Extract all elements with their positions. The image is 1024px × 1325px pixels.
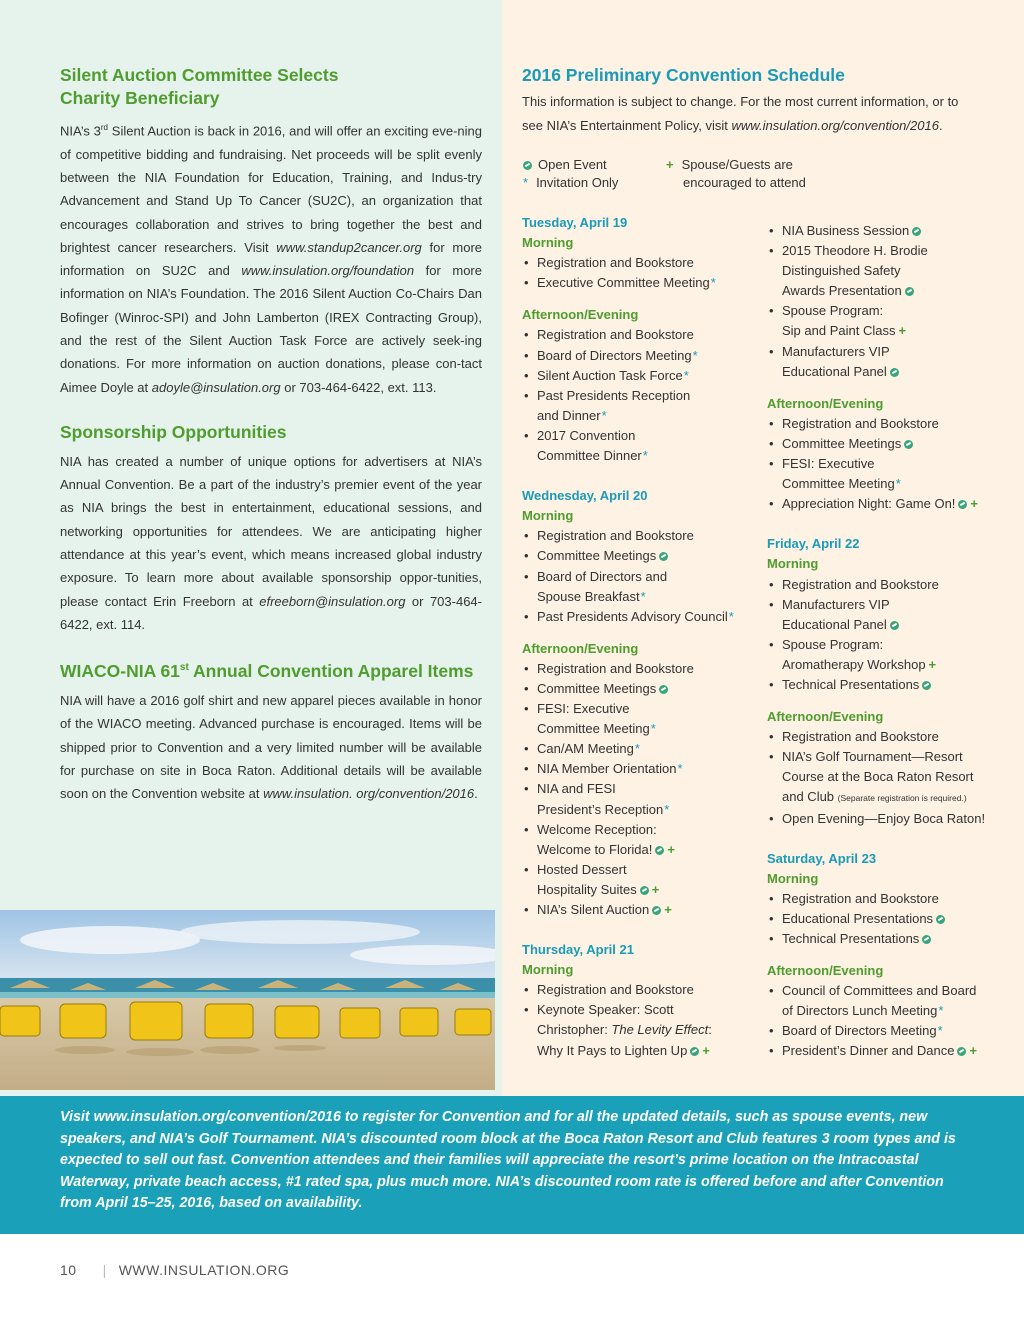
list-item: • Past Presidents Advisory Council* [522, 607, 757, 627]
beach-cabana-photo [0, 910, 495, 1090]
invitation-only-icon: * [640, 588, 646, 604]
legend-left: Open Event * Invitation Only [523, 157, 619, 190]
invitation-only-icon: * [650, 721, 656, 737]
spouse-plus-icon: + [969, 1043, 978, 1059]
list-item: • Registration and Bookstore [522, 980, 757, 1000]
invitation-only-icon: * [710, 275, 716, 291]
open-event-icon [958, 500, 967, 509]
beach-illustration [0, 910, 495, 1090]
list-item: • Past Presidents Reception and Dinner* [522, 386, 757, 426]
invitation-only-icon: * [642, 448, 648, 464]
apparel-title: WIACO-NIA 61st Annual Convention Apparel Items [60, 661, 474, 682]
invitation-only-icon: * [677, 761, 683, 777]
footer-divider: | [102, 1262, 107, 1278]
day-tuesday: Tuesday, April 19 [522, 215, 628, 230]
list-item: • Open Evening—Enjoy Boca Raton! [767, 809, 1007, 829]
sponsorship-paragraph: NIA has created a number of unique options for advertisers at NIA’s Annual Convention. Be a part of the industry’s premier event of the year as NIA brings the best in entertainment, educational sessions, and networking opportunities for attendees. We are anticipating higher attendance at this year’s event, which means increased global industry exposure. To learn more about available sponsorship oppor-tunities, please contact Erin Freeborn at efreeborn@insulation.org or 703-464-6422, ext. 114. [60, 453, 482, 632]
list-item: • President’s Dinner and Dance + [767, 1041, 1007, 1061]
spouse-plus-icon: + [898, 323, 907, 339]
period-morning: Morning [767, 870, 819, 886]
period-afternoon: Afternoon/Evening [522, 307, 639, 323]
spouse-plus-icon: + [970, 496, 979, 512]
open-event-icon [523, 161, 532, 170]
open-event-icon [659, 552, 668, 561]
list-item: • NIA’s Silent Auction + [522, 900, 757, 920]
list-item: • Spouse Program: Aromatherapy Workshop + [767, 635, 1007, 675]
list-item: • Silent Auction Task Force* [522, 366, 757, 386]
list-item: • Keynote Speaker: Scott Christopher: The Levity Effect: Why It Pays to Lighten Up + [522, 1000, 757, 1060]
list-item: • Board of Directors Meeting* [767, 1021, 1007, 1041]
list-item: • NIA’s Golf Tournament—Resort Course at the Boca Raton Resort and Club (Separate registration is required.) [767, 747, 1007, 808]
open-event-icon [936, 915, 945, 924]
invitation-only-icon: * [634, 741, 640, 757]
list-item: • Committee Meetings [522, 679, 757, 699]
list-item: • Can/AM Meeting* [522, 739, 757, 759]
list-item: • Manufacturers VIP Educational Panel [767, 342, 1007, 382]
day-friday: Friday, April 22 [767, 536, 860, 552]
schedule-column-2 [767, 221, 1007, 1062]
invitation-only-icon: * [728, 608, 734, 624]
convention-link[interactable]: www.insulation. org/convention/2016 [263, 786, 475, 802]
legend-right: + Spouse/Guests are encouraged to attend [666, 157, 806, 190]
page-number: 10 [60, 1262, 77, 1278]
list-item: • Registration and Bookstore [767, 575, 1007, 595]
list-item: • Registration and Bookstore [522, 526, 757, 546]
spouse-plus-icon: + [664, 902, 672, 917]
list-item: • Appreciation Night: Game On! + [767, 494, 1007, 514]
footer-site[interactable]: WWW.INSULATION.ORG [118, 1262, 290, 1278]
spouse-plus-icon: + [651, 881, 660, 897]
list-item: • Technical Presentations [767, 929, 1007, 949]
invitation-only-icon: * [523, 175, 529, 190]
period-afternoon: Afternoon/Evening [767, 963, 884, 979]
invitation-only-icon: * [895, 476, 901, 492]
list-item: • 2015 Theodore H. Brodie Distinguished Safety Awards Presentation [767, 241, 1007, 301]
schedule-link[interactable]: www.insulation.org/convention/2016 [731, 118, 939, 133]
open-event-icon [904, 440, 913, 449]
auction-title: Silent Auction Committee Selects Charity Beneficiary [60, 65, 339, 108]
spouse-plus-icon: + [702, 1042, 710, 1058]
open-event-icon [957, 1047, 966, 1056]
period-afternoon: Afternoon/Evening [522, 640, 639, 656]
open-event-icon [922, 681, 931, 690]
schedule-title: 2016 Preliminary Convention Schedule [522, 65, 845, 85]
list-item: • Technical Presentations [767, 675, 1007, 695]
open-event-icon [922, 935, 931, 944]
list-item: • Board of Directors Meeting* [522, 346, 757, 366]
open-event-icon [890, 621, 899, 630]
spouse-plus-icon: + [666, 157, 674, 172]
day-saturday: Saturday, April 23 [767, 850, 877, 866]
open-event-icon [912, 227, 921, 236]
period-afternoon: Afternoon/Evening [767, 395, 884, 411]
period-morning: Morning [522, 235, 574, 251]
spouse-plus-icon: + [928, 656, 937, 672]
list-item: • FESI: Executive Committee Meeting* [767, 454, 1007, 494]
list-item: • Manufacturers VIP Educational Panel [767, 595, 1007, 635]
schedule-column-1 [522, 213, 757, 1061]
apparel-paragraph: NIA will have a 2016 golf shirt and new apparel pieces available in honor of the WIACO meeting. Advanced purchase is encouraged. Items will be shipped prior to Convention and a very limited number will be available for purchase on site in Boca Raton. Additional details will be available soon on the Convention website at www.insulation. org/convention/2016. [60, 693, 482, 802]
list-item: • Registration and Bookstore [522, 659, 757, 679]
list-item: • Registration and Bookstore [767, 727, 1007, 747]
list-item: • FESI: Executive Committee Meeting* [522, 699, 757, 739]
list-item: • Registration and Bookstore [767, 414, 1007, 434]
list-item: • Spouse Program: Sip and Paint Class + [767, 301, 1007, 341]
doyle-email[interactable]: adoyle@insulation.org [151, 379, 281, 395]
open-event-icon [659, 685, 668, 694]
list-item: • 2017 Convention Committee Dinner* [522, 426, 757, 466]
open-event-icon [905, 287, 914, 296]
list-item: • NIA and FESI President’s Reception* [522, 779, 757, 819]
list-item: • NIA Member Orientation* [522, 759, 757, 779]
invitation-only-icon: * [601, 407, 607, 423]
invitation-only-icon: * [692, 347, 698, 363]
list-item: • Board of Directors and Spouse Breakfast* [522, 567, 757, 607]
period-morning: Morning [522, 962, 574, 978]
open-event-icon [890, 368, 899, 377]
list-item: • Committee Meetings [767, 434, 1007, 454]
list-item: • Executive Committee Meeting* [522, 273, 757, 293]
invitation-only-icon: * [938, 1003, 944, 1019]
open-event-icon [655, 846, 664, 855]
period-afternoon: Afternoon/Evening [767, 709, 884, 725]
spouse-plus-icon: + [667, 841, 675, 857]
period-morning: Morning [522, 508, 574, 524]
schedule-intro: This information is subject to change. For the most current information, or to see NIA’s Entertainment Policy, visit www.insulation.org/convention/2016. [522, 94, 959, 133]
sponsorship-title: Sponsorship Opportunities [60, 421, 287, 442]
open-event-icon [640, 886, 649, 895]
invitation-only-icon: * [937, 1023, 943, 1039]
freeborn-email[interactable]: efreeborn@insulation.org [259, 593, 406, 609]
invitation-only-icon: * [664, 801, 670, 817]
list-item: • Educational Presentations [767, 909, 1007, 929]
list-item: • Council of Committees and Board of Directors Lunch Meeting* [767, 981, 1007, 1021]
period-morning: Morning [767, 556, 819, 572]
list-item: • Hosted Dessert Hospitality Suites + [522, 860, 757, 900]
list-item: • Registration and Bookstore [522, 253, 757, 273]
yellow-cabanas [0, 1002, 491, 1040]
list-item: • Registration and Bookstore [522, 325, 757, 345]
left-column [60, 64, 482, 806]
page-footer [60, 1262, 289, 1278]
su2c-link[interactable]: www.standup2cancer.org [276, 239, 422, 255]
list-item: • Registration and Bookstore [767, 889, 1007, 909]
auction-paragraph: NIA’s 3rd Silent Auction is back in 2016, and will offer an exciting eve-ning of competitive bidding and fundraising. Net proceeds will be split evenly between the NIA Foundation for Education, Training, and Indus-try Advancement and Stand Up To Cancer (SU2C), an organization that encourages collaboration and strives to bring together the best and brightest cancer researchers. Visit www.standup2cancer.org for more information on SU2C and www.insulation.org/foundation for more information on NIA’s Foundation. The 2016 Silent Auction Co-Chairs Dan Bofinger (Winroc-SPI) and John Lamberton (IREX Contracting Group), and the rest of the Silent Auction Task Force are actively seek-ing donations. For more information on auction donations, please con-tact Aimee Doyle at adoyle@insulation.org or 703-464-6422, ext. 113. [60, 123, 483, 395]
open-event-icon [690, 1047, 699, 1056]
day-thursday: Thursday, April 21 [522, 942, 634, 958]
list-item: • Welcome Reception: Welcome to Florida! + [522, 820, 757, 860]
banner-text: Visit www.insulation.org/convention/2016 to register for Convention and for all the updated details, such as spouse events, new speakers, and NIA’s Golf Tournament. NIA’s discounted room block at the Boca Raton Resort and Club features 3 room types and is expected to sell out fast. Convention attendees and their families will appreciate the resort’s prime location on the Intracoastal Waterway, private beach access, #1 rated spa, plus much more. NIA’s discounted room rate is offered before and after Convention from April 15–25, 2016, based on availability. [60, 1109, 956, 1212]
list-item: • Committee Meetings [522, 546, 757, 566]
invitation-only-icon: * [683, 367, 689, 383]
list-item: • NIA Business Session [767, 221, 1007, 241]
open-event-icon [652, 906, 661, 915]
day-wednesday: Wednesday, April 20 [522, 488, 648, 504]
foundation-link[interactable]: www.insulation.org/foundation [241, 263, 415, 279]
registration-banner [0, 1096, 1024, 1234]
